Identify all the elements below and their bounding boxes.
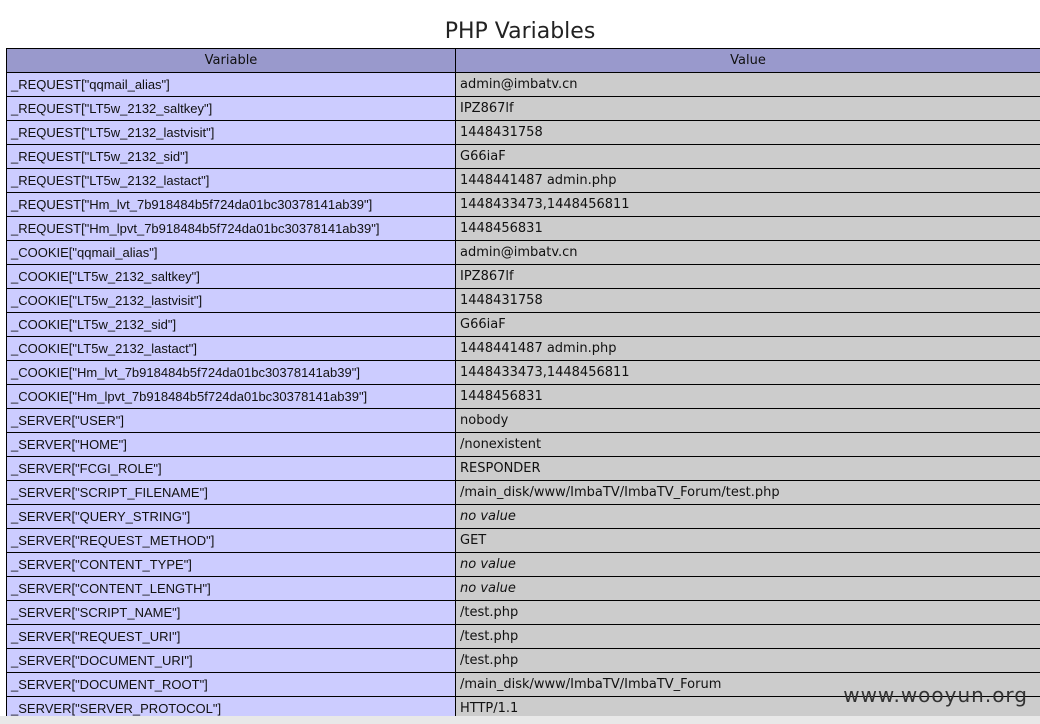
- value-cell: 1448431758: [456, 289, 1040, 313]
- column-header-value: Value: [456, 49, 1040, 73]
- table-row: [7, 313, 1040, 337]
- value-cell: no value: [456, 577, 1040, 601]
- value-cell: no value: [456, 553, 1040, 577]
- variable-cell: _SERVER["SCRIPT_NAME"]: [7, 601, 456, 625]
- variable-cell: _COOKIE["LT5w_2132_saltkey"]: [7, 265, 456, 289]
- value-cell: G66iaF: [456, 313, 1040, 337]
- value-cell: 1448456831: [456, 385, 1040, 409]
- variable-cell: _SERVER["CONTENT_LENGTH"]: [7, 577, 456, 601]
- variable-cell: _SERVER["SERVER_PROTOCOL"]: [7, 697, 456, 721]
- table-row: [7, 457, 1040, 481]
- value-cell: 1448441487 admin.php: [456, 337, 1040, 361]
- table-row: [7, 409, 1040, 433]
- value-cell: /nonexistent: [456, 433, 1040, 457]
- variable-cell: _COOKIE["qqmail_alias"]: [7, 241, 456, 265]
- variable-cell: _COOKIE["Hm_lpvt_7b918484b5f724da01bc30378141ab39"]: [7, 385, 456, 409]
- table-row: [7, 361, 1040, 385]
- bottom-edge: [0, 716, 1040, 724]
- table-row: [7, 505, 1040, 529]
- variable-cell: _SERVER["DOCUMENT_URI"]: [7, 649, 456, 673]
- value-cell: /test.php: [456, 649, 1040, 673]
- variable-cell: _SERVER["SCRIPT_FILENAME"]: [7, 481, 456, 505]
- table-row: [7, 193, 1040, 217]
- table-row: [7, 289, 1040, 313]
- watermark: www.wooyun.org: [843, 683, 1028, 707]
- variable-cell: _COOKIE["Hm_lvt_7b918484b5f724da01bc30378141ab39"]: [7, 361, 456, 385]
- page-title: PHP Variables: [444, 18, 596, 44]
- value-cell: HTTP/1.1: [456, 697, 1040, 721]
- variable-cell: _REQUEST["LT5w_2132_saltkey"]: [7, 97, 456, 121]
- variable-cell: _SERVER["DOCUMENT_ROOT"]: [7, 673, 456, 697]
- table-row: [7, 601, 1040, 625]
- table-row: [7, 433, 1040, 457]
- value-cell: 1448433473,1448456811: [456, 361, 1040, 385]
- variable-cell: _SERVER["REQUEST_URI"]: [7, 625, 456, 649]
- table-row: [7, 649, 1040, 673]
- variable-cell: _SERVER["QUERY_STRING"]: [7, 505, 456, 529]
- table-row: [7, 217, 1040, 241]
- value-cell: 1448456831: [456, 217, 1040, 241]
- table-row: [7, 553, 1040, 577]
- value-cell: G66iaF: [456, 145, 1040, 169]
- value-cell: no value: [456, 505, 1040, 529]
- table-row: [7, 529, 1040, 553]
- value-cell: admin@imbatv.cn: [456, 73, 1040, 97]
- column-header-variable: Variable: [7, 49, 456, 73]
- value-cell: RESPONDER: [456, 457, 1040, 481]
- value-cell: IPZ867lf: [456, 265, 1040, 289]
- table-row: [7, 265, 1040, 289]
- table-row: [7, 625, 1040, 649]
- table-row: [7, 337, 1040, 361]
- table-header-row: [7, 49, 1040, 73]
- table-row: [7, 73, 1040, 97]
- value-cell: 1448431758: [456, 121, 1040, 145]
- table-row: [7, 169, 1040, 193]
- value-cell: GET: [456, 529, 1040, 553]
- variable-cell: _REQUEST["LT5w_2132_lastvisit"]: [7, 121, 456, 145]
- table-row: [7, 145, 1040, 169]
- variable-cell: _SERVER["FCGI_ROLE"]: [7, 457, 456, 481]
- table-row: [7, 97, 1040, 121]
- value-cell: /main_disk/www/ImbaTV/ImbaTV_Forum/test.php: [456, 481, 1040, 505]
- value-cell: nobody: [456, 409, 1040, 433]
- value-cell: admin@imbatv.cn: [456, 241, 1040, 265]
- value-cell: 1448433473,1448456811: [456, 193, 1040, 217]
- table-row: [7, 385, 1040, 409]
- table-row: [7, 481, 1040, 505]
- variable-cell: _SERVER["CONTENT_TYPE"]: [7, 553, 456, 577]
- variable-cell: _SERVER["HOME"]: [7, 433, 456, 457]
- variable-cell: _REQUEST["LT5w_2132_sid"]: [7, 145, 456, 169]
- table-body: [7, 73, 1040, 721]
- table-row: [7, 577, 1040, 601]
- value-cell: /test.php: [456, 625, 1040, 649]
- variable-cell: _COOKIE["LT5w_2132_lastact"]: [7, 337, 456, 361]
- variable-cell: _COOKIE["LT5w_2132_sid"]: [7, 313, 456, 337]
- table-row: [7, 241, 1040, 265]
- table-row: [7, 121, 1040, 145]
- variable-cell: _SERVER["USER"]: [7, 409, 456, 433]
- value-cell: 1448441487 admin.php: [456, 169, 1040, 193]
- variable-cell: _REQUEST["qqmail_alias"]: [7, 73, 456, 97]
- variable-cell: _SERVER["REQUEST_METHOD"]: [7, 529, 456, 553]
- variable-cell: _COOKIE["LT5w_2132_lastvisit"]: [7, 289, 456, 313]
- php-variables-table: [6, 48, 1040, 721]
- variable-cell: _REQUEST["Hm_lpvt_7b918484b5f724da01bc30378141ab39"]: [7, 217, 456, 241]
- value-cell: IPZ867lf: [456, 97, 1040, 121]
- value-cell: /test.php: [456, 601, 1040, 625]
- variable-cell: _REQUEST["LT5w_2132_lastact"]: [7, 169, 456, 193]
- value-cell: /main_disk/www/ImbaTV/ImbaTV_Forum: [456, 673, 1040, 697]
- variable-cell: _REQUEST["Hm_lvt_7b918484b5f724da01bc30378141ab39"]: [7, 193, 456, 217]
